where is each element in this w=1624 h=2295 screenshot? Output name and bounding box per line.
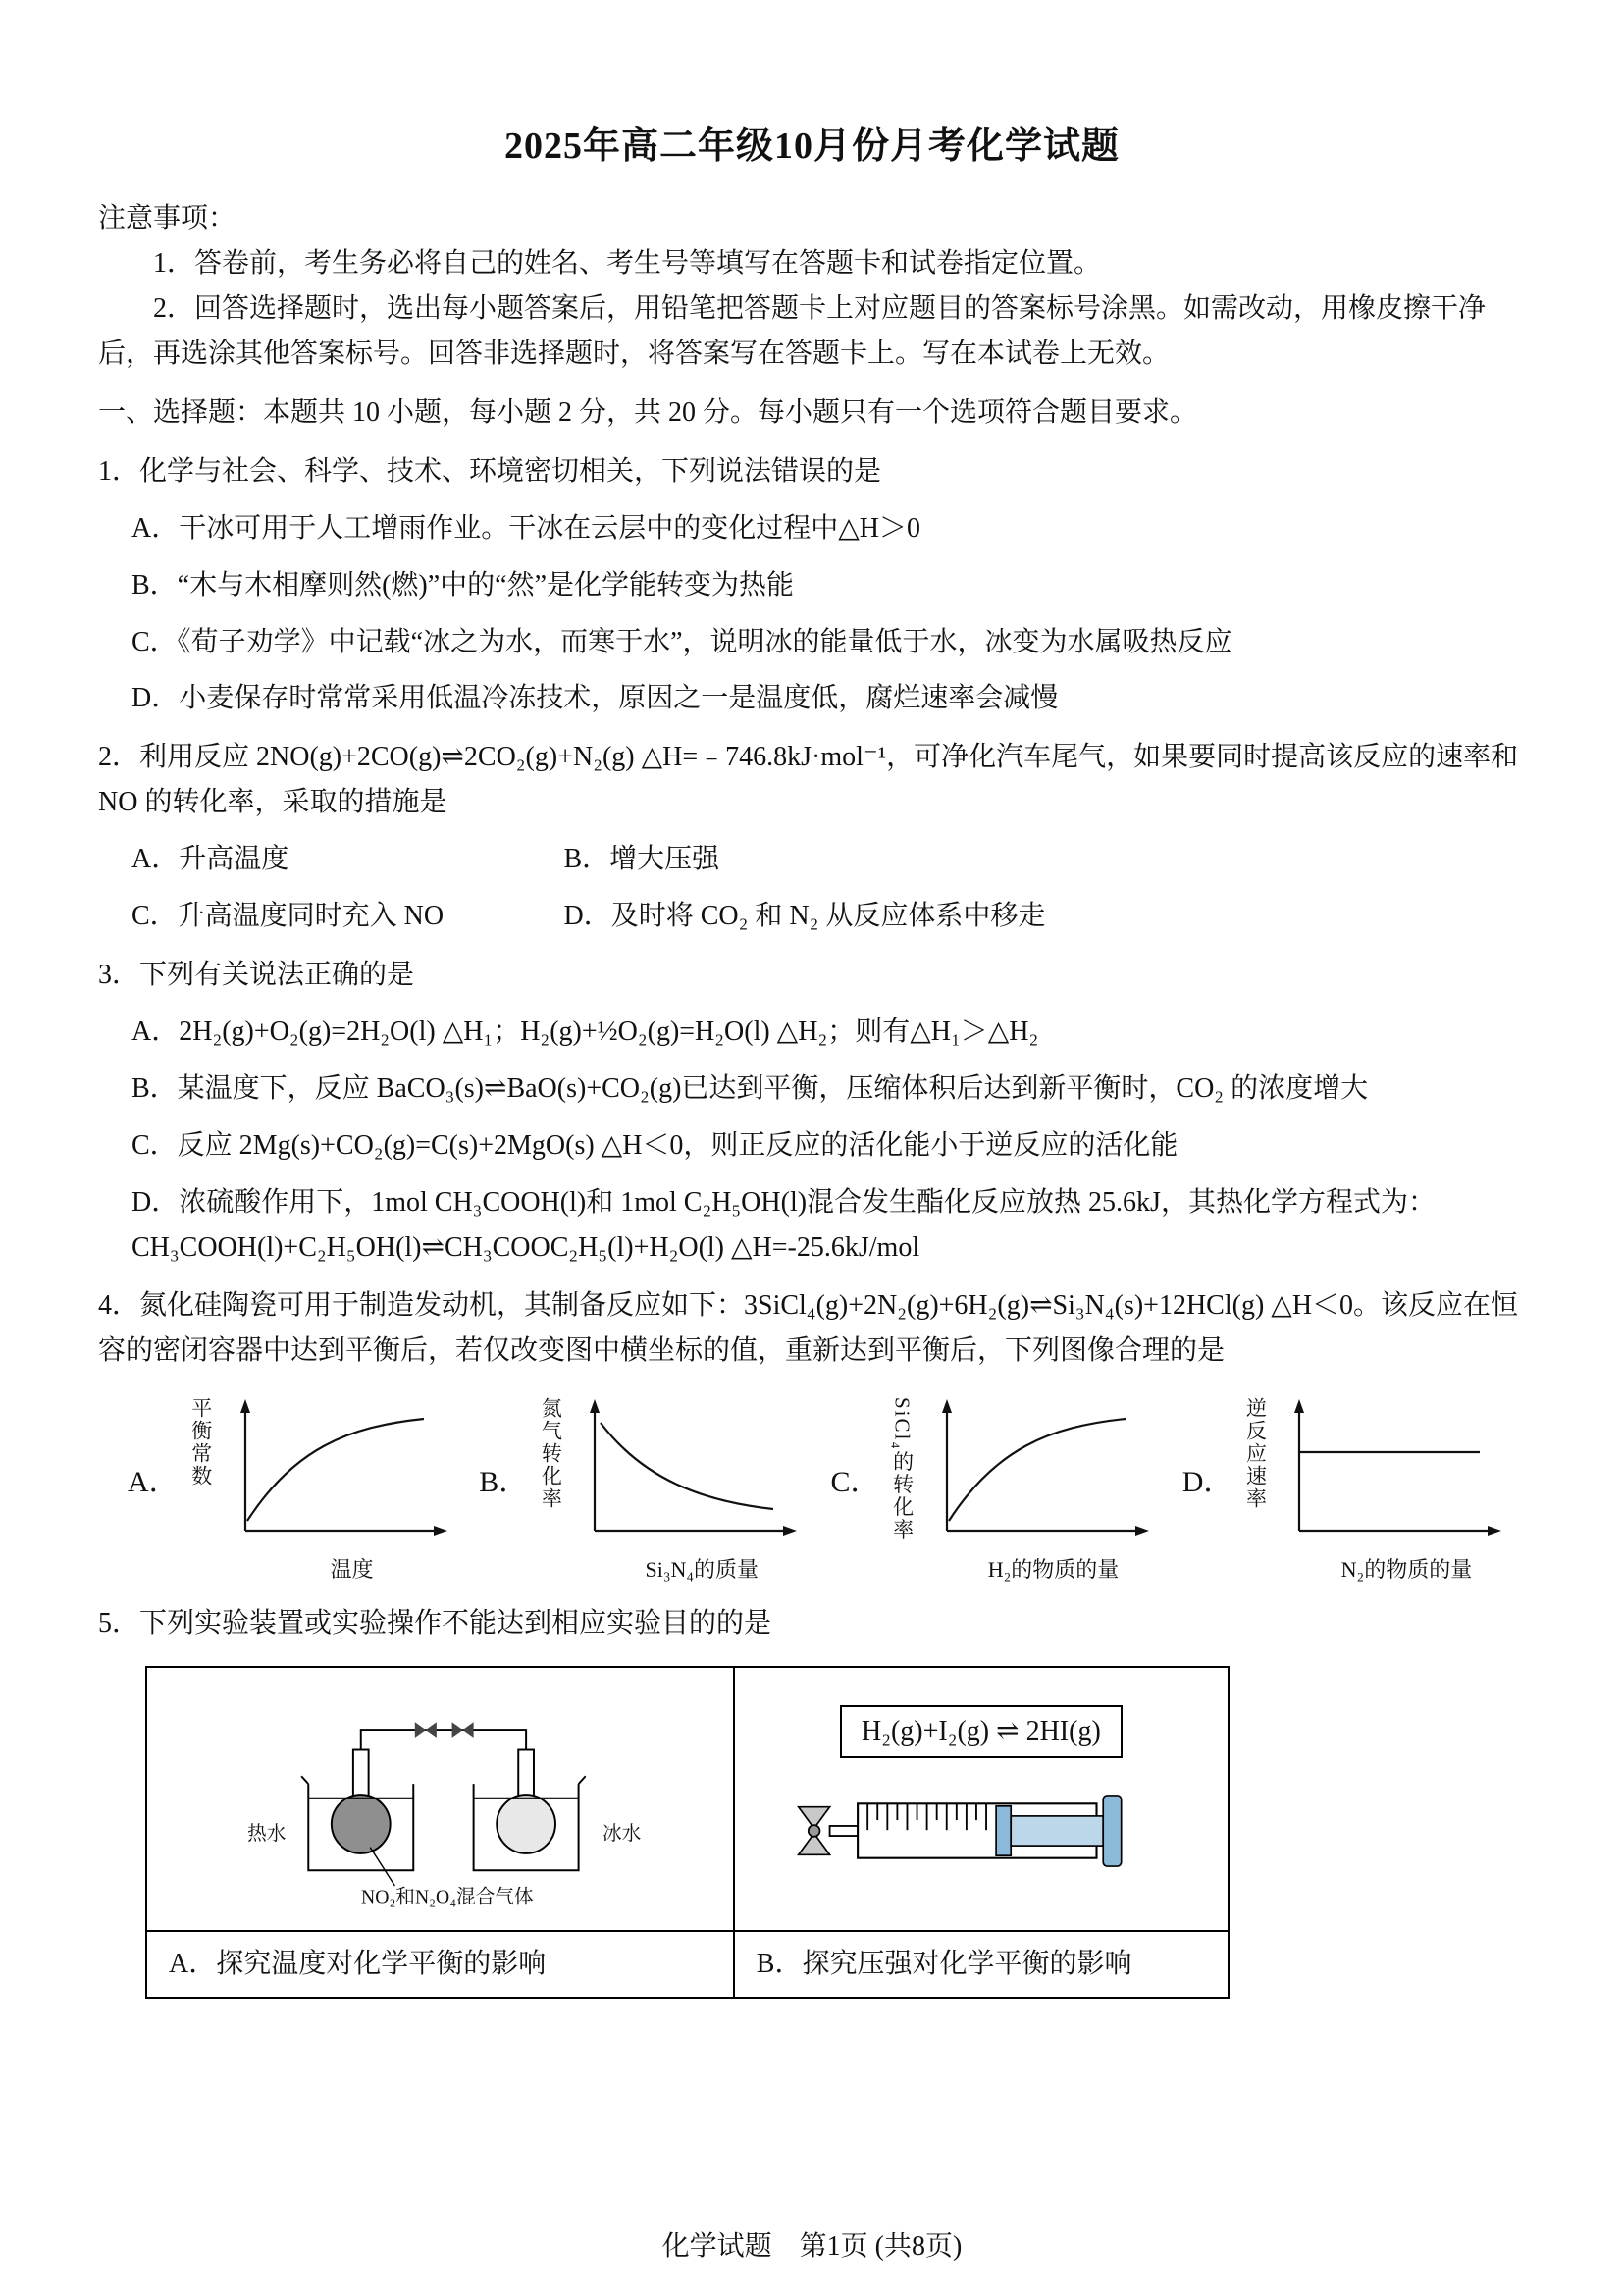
q1-option-a: A．干冰可用于人工增雨作业。干冰在云层中的变化过程中△H＞0 xyxy=(131,512,920,544)
flat-line-chart xyxy=(1236,1395,1517,1552)
falling-curve-chart xyxy=(532,1395,812,1552)
q5-stem: 5．下列实验装置或实验操作不能达到相应实验目的的是 xyxy=(98,1608,772,1640)
q1-stem: 1．化学与社会、科学、技术、环境密切相关，下列说法错误的是 xyxy=(98,455,882,487)
q4-chart-c xyxy=(831,1395,1175,1588)
q4-chart-b-ylabel: 氮气转化率 xyxy=(539,1397,563,1511)
q3-stem: 3．下列有关说法正确的是 xyxy=(98,960,415,990)
q5-caption-b: B．探究压强对化学平衡的影响 xyxy=(734,1931,1229,1998)
q4-chart-b-plot xyxy=(532,1395,816,1588)
q3-option-b: B．某温度下，反应 BaCO₃(s)⇌BaO(s)+CO₂(g)已达到平衡，压缩体积后达到新平衡时，CO₂ 的浓度增大 xyxy=(131,1072,1369,1104)
q4-chart-d-ylabel: 逆反应速率 xyxy=(1243,1397,1268,1511)
q4-chart-a xyxy=(128,1395,471,1588)
notice-item-2: 2．回答选择题时，选出每小题答案后，用铅笔把答题卡上对应题目的答案标号涂黑。如需改动，用橡皮擦干净后，再选涂其他答案标号。回答非选择题时，将答案写在答题卡上。写在本试卷上无效。 xyxy=(98,293,1487,370)
q5-table xyxy=(145,1666,1230,1999)
q2-option-a: A．升高温度 xyxy=(131,844,289,875)
q4-stem: 4．氮化硅陶瓷可用于制造发动机，其制备反应如下：3SiCl₄(g)+2N₂(g)+6H₂(g)⇌Si₃N₄(s)+12HCl(g) △H＜0。该反应在恒容的密闭容器中达到平衡后，若仅改变图中横坐标的值，重新达到平衡后，下列图像合理的是 xyxy=(98,1290,1519,1367)
q4-charts xyxy=(128,1395,1526,1588)
notice-heading: 注意事项： xyxy=(98,203,236,235)
section-heading: 一、选择题：本题共 10 小题，每小题 2 分，共 20 分。每小题只有一个选项符合题目要求。 xyxy=(98,396,1198,428)
q4-chart-b-letter: B． xyxy=(479,1465,529,1498)
rising-curve-chart xyxy=(884,1395,1165,1552)
gas-mixture-label: NO₂和N₂O₄混合气体 xyxy=(361,1886,535,1908)
rising-curve-chart xyxy=(183,1395,463,1552)
q4-chart-c-plot xyxy=(884,1395,1169,1588)
syringe-diagram xyxy=(751,1762,1212,1900)
q2-option-d: D．及时将 CO₂ 和 N₂ 从反应体系中移走 xyxy=(563,901,1046,932)
hot-water-label: 热水 xyxy=(247,1823,287,1846)
q4-chart-b xyxy=(479,1395,822,1588)
q3-option-c: C．反应 2Mg(s)+CO₂(g)=C(s)+2MgO(s) △H＜0，则正反应的活化能小于逆反应的活化能 xyxy=(131,1129,1179,1161)
page-footer: 化学试题 第1页 (共8页) xyxy=(661,2231,963,2263)
notice-item-1: 1．答卷前，考生务必将自己的姓名、考生号等填写在答题卡和试卷指定位置。 xyxy=(153,248,1102,280)
q4-chart-d-letter: D． xyxy=(1181,1465,1233,1498)
q4-chart-a-letter: A． xyxy=(128,1465,179,1498)
q1-option-c: C．《荀子劝学》中记载“冰之为水，而寒于水”，说明冰的能量低于水，冰变为水属吸热反应 xyxy=(131,626,1232,657)
q1-option-b: B．“木与木相摩则然(燃)”中的“然”是化学能转变为热能 xyxy=(131,569,795,600)
q2-options-row-2 xyxy=(98,894,1526,939)
q4-chart-d-plot xyxy=(1236,1395,1521,1588)
q4-chart-c-ylabel: SiCl₄的转化率 xyxy=(890,1397,915,1541)
q4-chart-d xyxy=(1182,1395,1526,1588)
q4-chart-a-plot xyxy=(183,1395,467,1588)
q4-chart-a-xlabel: 温度 xyxy=(330,1557,374,1583)
q2-options-row-1 xyxy=(98,837,1526,882)
q3-option-a: A．2H₂(g)+O₂(g)=2H₂O(l) △H₁；H₂(g)+½O₂(g)=H₂O(l) △H₂；则有△H₁＞△H₂ xyxy=(131,1016,1039,1047)
q4-chart-d-xlabel: N₂的物质的量 xyxy=(1340,1557,1473,1583)
q4-chart-b-xlabel: Si₃N₄的质量 xyxy=(645,1557,760,1583)
q4-chart-a-ylabel: 平衡常数 xyxy=(188,1397,213,1488)
q2-option-c: C．升高温度同时充入 NO xyxy=(131,901,445,932)
q4-chart-c-xlabel: H₂的物质的量 xyxy=(987,1557,1120,1583)
temperature-experiment-diagram xyxy=(165,1676,714,1907)
q4-chart-c-letter: C． xyxy=(830,1465,880,1498)
exam-title: 2025年高二年级10月份月考化学试题 xyxy=(503,126,1120,167)
q2-stem: 2．利用反应 2NO(g)+2CO(g)⇌2CO₂(g)+N₂(g) △H=﹣746.8kJ·mol⁻¹，可净化汽车尾气，如果要同时提高该反应的速率和 NO 的转化率，采取的措施是 xyxy=(98,742,1519,818)
q1-option-d: D．小麦保存时常常采用低温冷冻技术，原因之一是温度低，腐烂速率会减慢 xyxy=(131,683,1059,714)
equilibrium-equation: H₂(g)+I₂(g) ⇌ 2HI(g) xyxy=(840,1705,1123,1758)
q2-option-b: B．增大压强 xyxy=(563,844,720,875)
q5-caption-a: A．探究温度对化学平衡的影响 xyxy=(146,1931,734,1998)
q5-diagram-a-cell xyxy=(146,1667,734,1931)
ice-water-label: 冰水 xyxy=(602,1823,642,1846)
q3-option-d: D．浓硫酸作用下，1mol CH₃COOH(l)和 1mol C₂H₅OH(l)混合发生酯化反应放热 25.6kJ，其热化学方程式为：CH₃COOH(l)+C₂H₅OH(l)⇌CH₃COOC₂H₅(l)+H₂O(l) △H=-25.6kJ/mol xyxy=(131,1186,1436,1263)
q5-diagram-b-cell xyxy=(734,1667,1229,1931)
